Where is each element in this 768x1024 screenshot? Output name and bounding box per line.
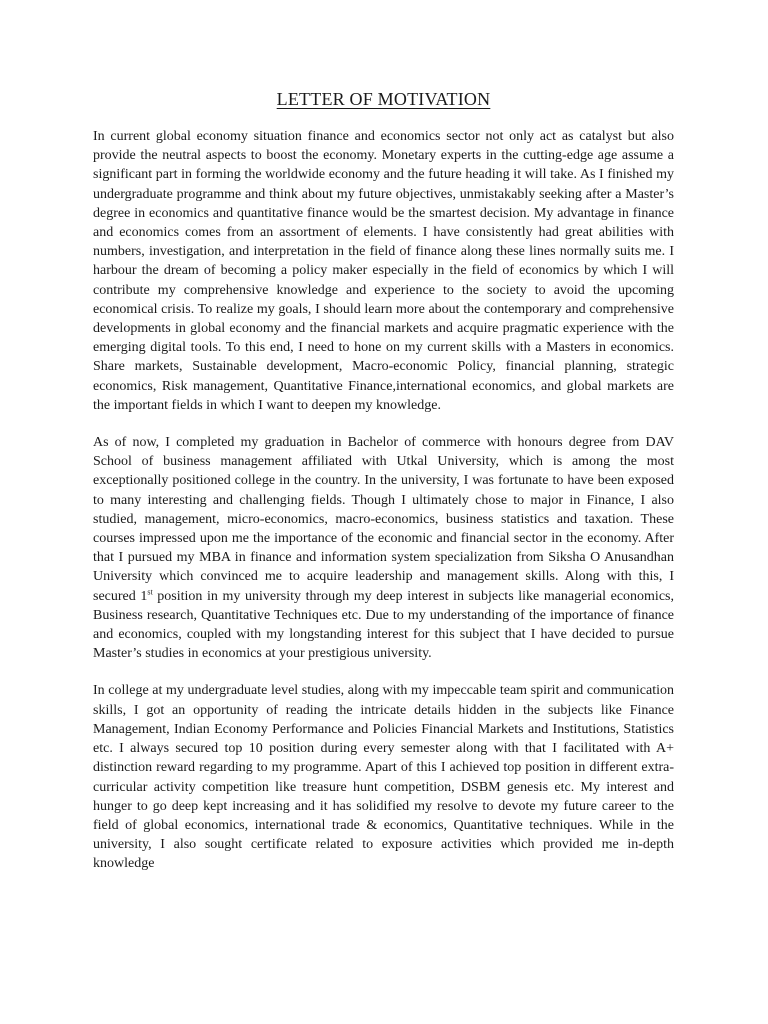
paragraph-2 [93, 433, 674, 663]
paragraph-2-text-a: As of now, I completed my graduation in Bachelor of commerce with honours degree from DAV School of business management affiliated with Utkal University, which is among the most exceptionally positioned college in the country. In the university, I was fortunate to have been exposed to many interesting and challenging fields. Though I ultimately chose to major in Finance, I also studied, management, micro-economics, macro-economics, business statistics and taxation. These courses impressed upon me the importance of the economic and financial sector in the economy. After that I pursued my MBA in finance and information system specialization from Siksha O Anusandhan University which convinced me to acquire leadership and management skills. Along with this, I secured 1 [93, 435, 674, 604]
document-title: LETTER OF MOTIVATION [276, 89, 491, 109]
paragraph-3: In college at my undergraduate level studies, along with my impeccable team spirit and communication skills, I got an opportunity of reading the intricate details hidden in the subjects like Finance Management, Indian Economy Performance and Policies Financial Markets and Institutions, Statistics etc. I always secured top 10 position during every semester along with that I facilitated with A+ distinction reward regarding to my programme. Apart of this I achieved top position in different extra-curricular activity competition like treasure hunt competition, DSBM genesis etc. My interest and hunger to go deep kept increasing and it has solidified my resolve to devote my future career to the field of global economics, international trade & economics, Quantitative techniques. While in the university, I also sought certificate related to exposure activities which provided me in-depth knowledge [93, 683, 674, 872]
ordinal-superscript: st [147, 587, 153, 597]
letter-page [93, 88, 674, 892]
paragraph-2-text-b: position in my university through my deep interest in subjects like managerial economics, Business research, Quantitative Techniques etc. Due to my understanding of the importance of finance and economics, coupled with my longstanding interest for this subject that I have decided to pursue Master’s studies in economics at your prestigious university. [93, 588, 674, 662]
paragraph-1: In current global economy situation finance and economics sector not only act as catalyst but also provide the neutral aspects to boost the economy. Monetary experts in the cutting-edge age assume a significant part in forming the worldwide economy and the future heading it will take. As I finished my undergraduate programme and think about my future objectives, unmistakably seeking after a Master’s degree in economics and quantitative finance would be the smartest decision. My advantage in finance and economics comes from an assortment of elements. I have consistently had great abilities with numbers, investigation, and interpretation in the field of finance along these lines normally suits me. I harbour the dream of becoming a policy maker especially in the field of economics by which I will contribute my comprehensive knowledge and experience to the society to avoid the upcoming economical crisis. To realize my goals, I should learn more about the contemporary and comprehensive developments in global economy and the financial markets and acquire pragmatic experience with the emerging digital tools. To this end, I need to hone on my current skills with a Masters in economics. Share markets, Sustainable development, Macro-economic Policy, financial planning, strategic economics, Risk management, Quantitative Finance,international economics, and global markets are the important fields in which I want to deepen my knowledge. [93, 129, 674, 413]
